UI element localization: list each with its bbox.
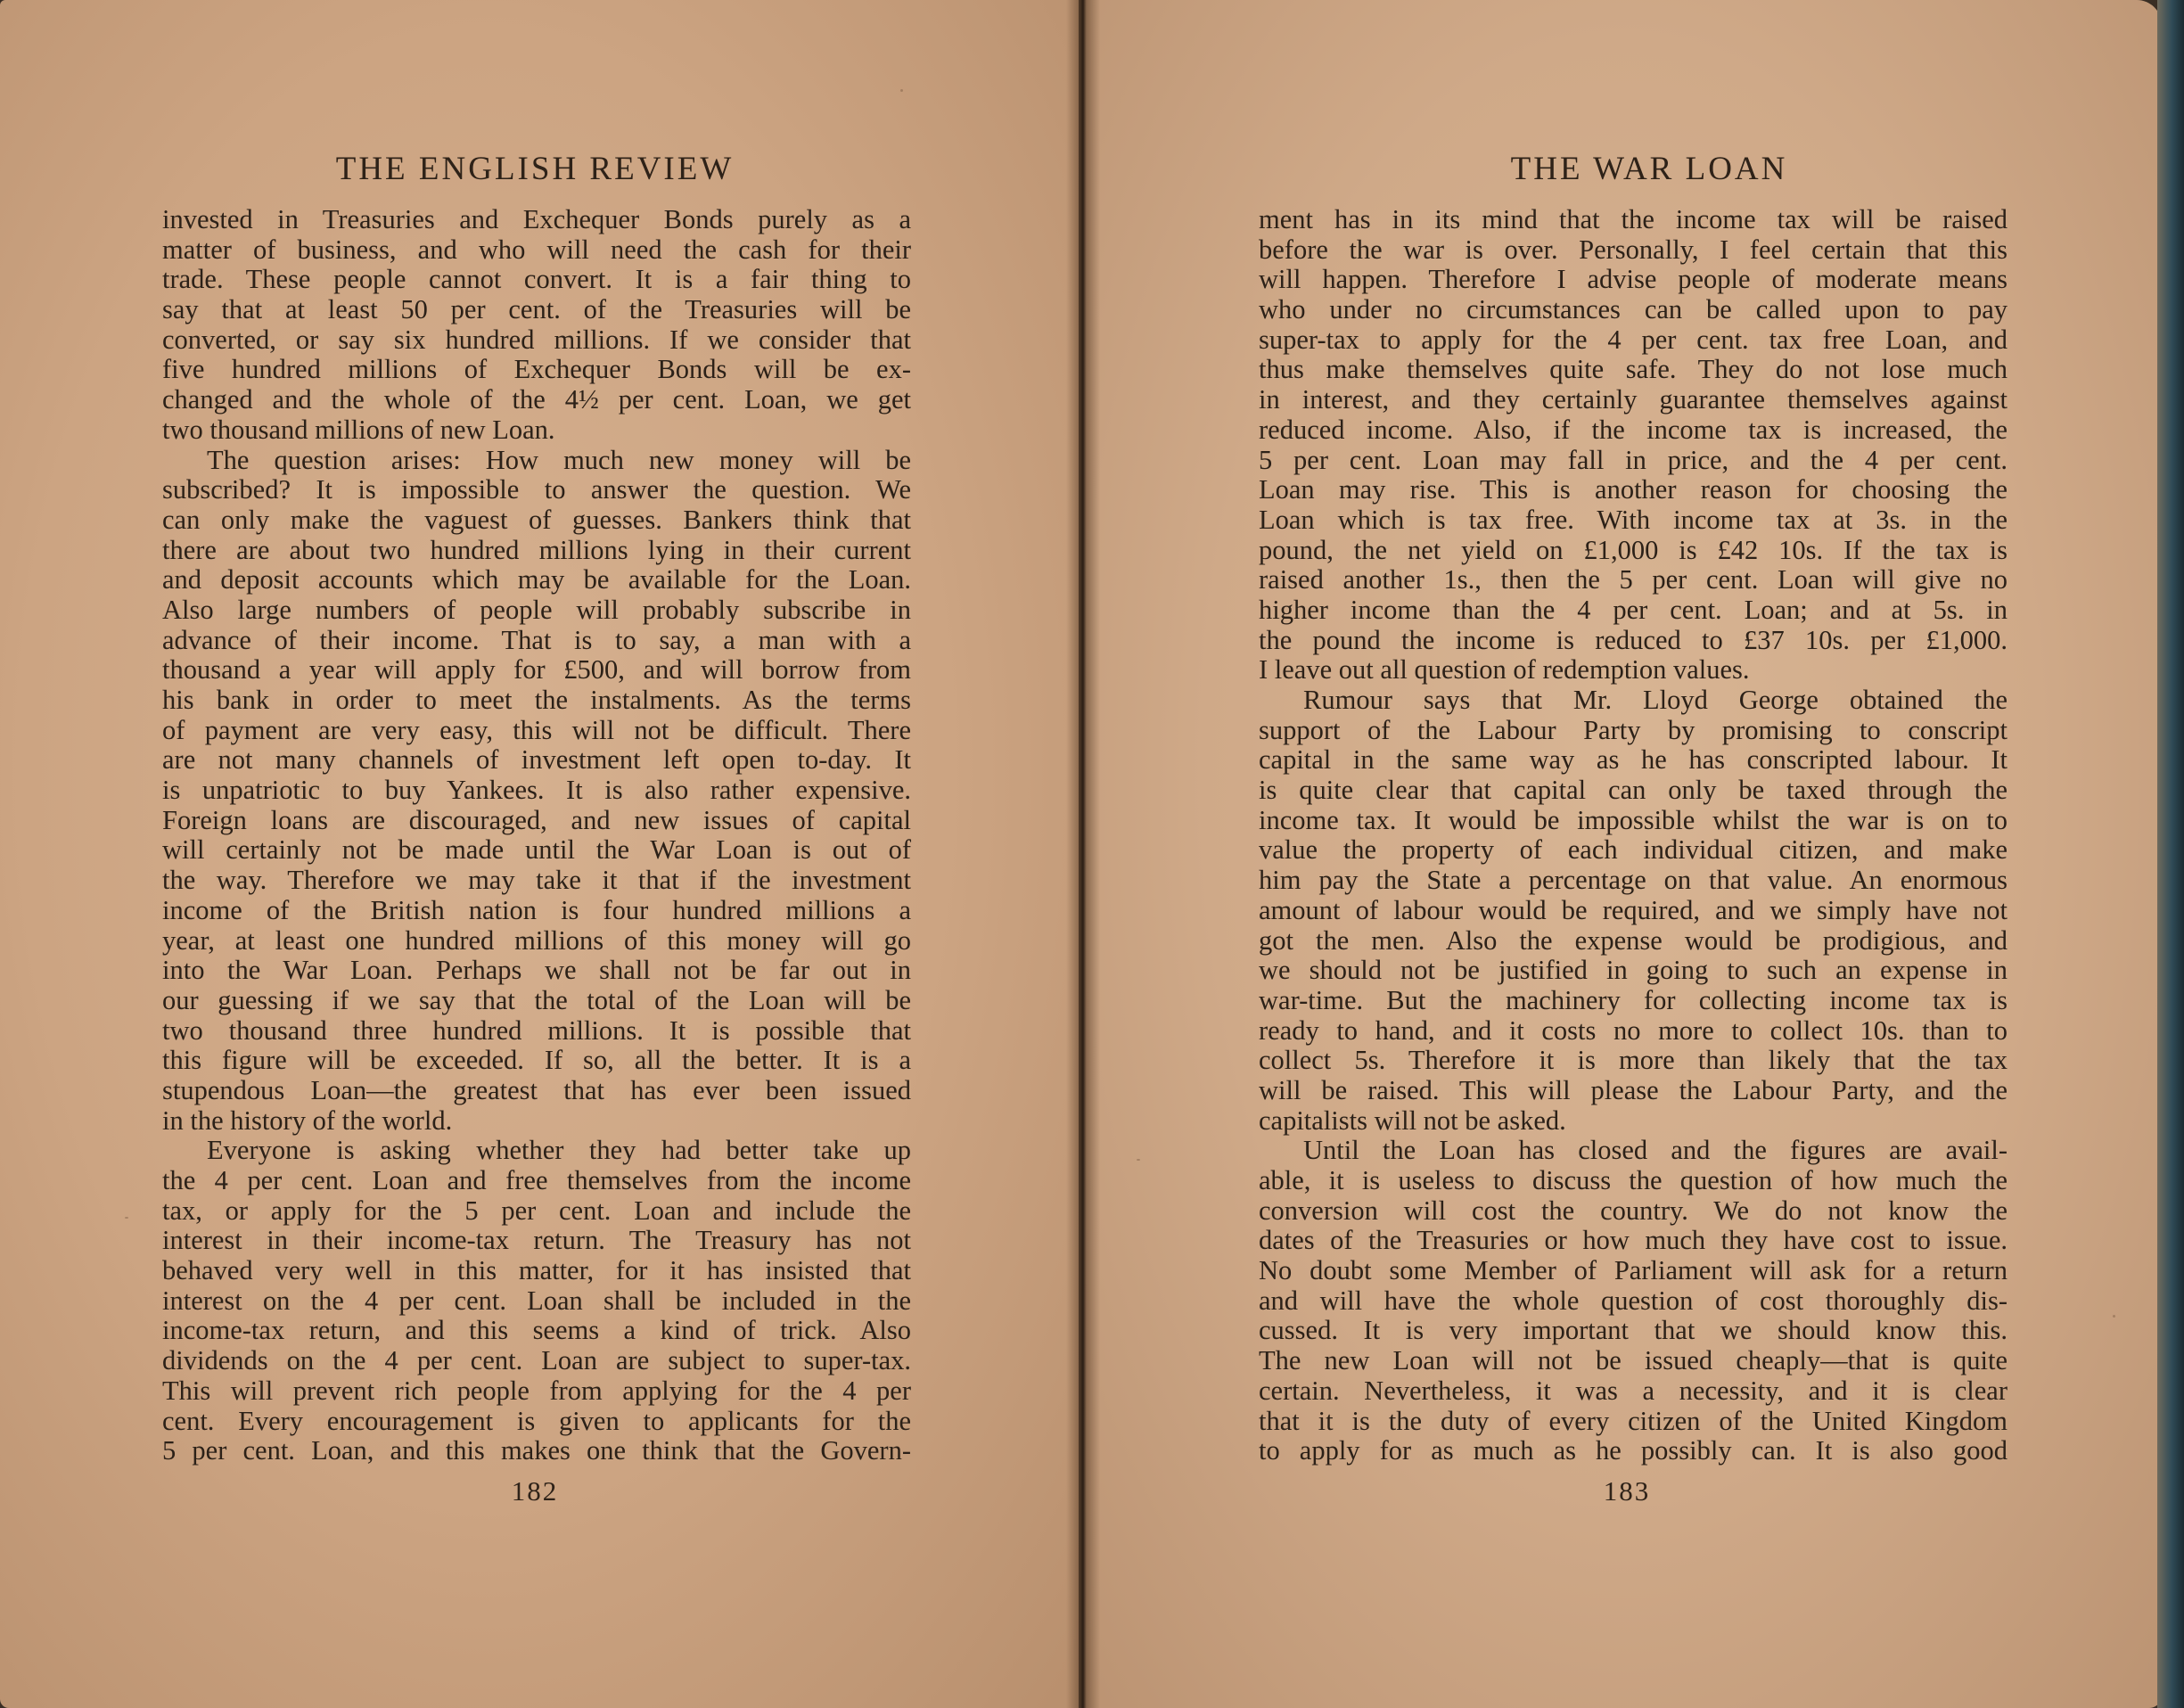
text-line: The new Loan will not be issued cheaply—that is quite (1259, 1345, 2007, 1376)
text-line: ready to hand, and it costs no more to collect 10s. than to (1259, 1014, 2007, 1046)
right-page (1083, 0, 2162, 1708)
text-line: 5 per cent. Loan may fall in price, and the 4 per cent. (1259, 444, 2007, 475)
text-line: in the history of the world. (162, 1104, 453, 1136)
text-line: dividends on the 4 per cent. Loan are subject to super-tax. (162, 1345, 911, 1376)
left-page (0, 0, 1079, 1708)
text-line: our guessing if we say that the total of the Loan will be (162, 984, 911, 1015)
text-line: and will have the whole question of cost thoroughly dis- (1259, 1285, 2007, 1316)
text-line: income of the British nation is four hundred millions a (162, 894, 911, 925)
text-line: who under no circumstances can be called upon to pay (1259, 294, 2007, 325)
text-line: before the war is over. Personally, I feel certain that this (1259, 234, 2007, 265)
text-line: will be raised. This will please the Labour Party, and the (1259, 1074, 2007, 1105)
pencil-mark (125, 1217, 128, 1219)
text-line: support of the Labour Party by promising to conscript (1259, 714, 2007, 745)
text-line: pound, the net yield on £1,000 is £42 10s. If the tax is (1259, 534, 2007, 565)
text-line: two thousand millions of new Loan. (162, 414, 555, 445)
text-line: Foreign loans are discouraged, and new issues of capital (162, 804, 911, 835)
pencil-mark (1137, 1159, 1140, 1161)
page-number: 182 (511, 1475, 559, 1507)
text-line: are not many channels of investment left open to-day. It (162, 744, 911, 776)
text-line: interest on the 4 per cent. Loan shall be included in the (162, 1285, 911, 1316)
text-line: got the men. Also the expense would be prodigious, and (1259, 924, 2007, 956)
text-line: tax, or apply for the 5 per cent. Loan and include the (162, 1195, 911, 1226)
text-line: into the War Loan. Perhaps we shall not be far out in (162, 955, 911, 986)
text-line: changed and the whole of the 4½ per cent. Loan, we get (162, 384, 911, 415)
text-line: there are about two hundred millions lying in their current (162, 534, 911, 565)
text-line: amount of labour would be required, and we simply have not (1259, 894, 2007, 925)
text-line: Loan may rise. This is another reason for choosing the (1259, 474, 2007, 505)
text-line: income-tax return, and this seems a kind of trick. Also (162, 1315, 911, 1346)
text-line: that it is the duty of every citizen of the United Kingdom (1259, 1405, 2007, 1436)
paper-speck (900, 89, 903, 92)
text-line: to apply for as much as he possibly can. It is also good (1259, 1435, 2007, 1466)
text-line: raised another 1s., then the 5 per cent. Loan will give no (1259, 564, 2007, 595)
text-line: say that at least 50 per cent. of the Treasuries will be (162, 294, 911, 325)
text-line: year, at least one hundred millions of this money will go (162, 924, 911, 956)
text-line: Everyone is asking whether they had better take up (207, 1135, 911, 1166)
text-line: Also large numbers of people will probably subscribe in (162, 594, 911, 625)
text-line: him pay the State a percentage on that value. An enormous (1259, 865, 2007, 896)
text-line: ment has in its mind that the income tax will be raised (1259, 204, 2007, 234)
text-line: This will prevent rich people from applying for the 4 per (162, 1375, 911, 1406)
text-line: we should not be justified in going to such an expense in (1259, 955, 2007, 986)
text-line: higher income than the 4 per cent. Loan; and at 5s. in (1259, 594, 2007, 625)
text-line: five hundred millions of Exchequer Bonds will be ex- (162, 354, 911, 385)
text-line: behaved very well in this matter, for it has insisted that (162, 1255, 911, 1286)
text-line: thus make themselves quite safe. They do not lose much (1259, 354, 2007, 385)
text-line: the way. Therefore we may take it that if the investment (162, 865, 911, 896)
text-line: thousand a year will apply for £500, and will borrow from (162, 654, 911, 686)
text-line: interest in their income-tax return. The Treasury has not (162, 1225, 911, 1256)
text-line: cussed. It is very important that we should know this. (1259, 1315, 2007, 1346)
text-line: income tax. It would be impossible whilst the war is on to (1259, 804, 2007, 835)
text-line: matter of business, and who will need the cash for their (162, 234, 911, 265)
text-line: subscribed? It is impossible to answer the question. We (162, 474, 911, 505)
text-line: this figure will be exceeded. If so, all the better. It is a (162, 1045, 911, 1076)
text-line: and deposit accounts which may be available for the Loan. (162, 564, 911, 595)
text-line: his bank in order to meet the instalments. As the terms (162, 685, 911, 715)
text-line: I leave out all question of redemption values. (1259, 654, 1750, 686)
text-line: the pound the income is reduced to £37 10s. per £1,000. (1259, 624, 2007, 655)
text-line: No doubt some Member of Parliament will ask for a return (1259, 1255, 2007, 1286)
text-line: will certainly not be made until the War Loan is out of (162, 834, 911, 866)
text-line: dates of the Treasuries or how much they have cost to issue. (1259, 1225, 2007, 1256)
text-line: collect 5s. Therefore it is more than likely that the tax (1259, 1045, 2007, 1076)
text-line: cent. Every encouragement is given to applicants for the (162, 1405, 911, 1436)
body-text (1259, 205, 2007, 1466)
text-line: 5 per cent. Loan, and this makes one think that the Govern- (162, 1435, 911, 1466)
text-line: in interest, and they certainly guarantee themselves against (1259, 384, 2007, 415)
text-line: two thousand three hundred millions. It is possible that (162, 1014, 911, 1046)
text-line: is unpatriotic to buy Yankees. It is also rather expensive. (162, 775, 911, 806)
text-line: war-time. But the machinery for collecting income tax is (1259, 984, 2007, 1015)
page-number: 183 (1603, 1475, 1651, 1507)
text-line: certain. Nevertheless, it was a necessity, and it is clear (1259, 1375, 2007, 1406)
text-line: capitalists will not be asked. (1259, 1104, 1566, 1136)
paper-speck (2113, 1315, 2115, 1318)
text-line: can only make the vaguest of guesses. Bankers think that (162, 504, 911, 535)
text-line: The question arises: How much new money will be (207, 444, 911, 475)
text-line: is quite clear that capital can only be taxed through the (1259, 775, 2007, 806)
text-line: super-tax to apply for the 4 per cent. tax free Loan, and (1259, 324, 2007, 355)
text-line: stupendous Loan—the greatest that has ever been issued (162, 1074, 911, 1105)
running-head: THE WAR LOAN (1510, 151, 1788, 187)
book-gutter (1066, 0, 1100, 1708)
text-line: Rumour says that Mr. Lloyd George obtained the (1303, 685, 2007, 715)
text-line: trade. These people cannot convert. It is a fair thing to (162, 264, 911, 295)
text-line: able, it is useless to discuss the question of how much the (1259, 1165, 2007, 1195)
body-text (162, 205, 911, 1466)
book-cover-edge (2157, 0, 2184, 1708)
text-line: Loan which is tax free. With income tax at 3s. in the (1259, 504, 2007, 535)
text-line: converted, or say six hundred millions. If we consider that (162, 324, 911, 355)
text-line: capital in the same way as he has conscripted labour. It (1259, 744, 2007, 776)
text-line: the 4 per cent. Loan and free themselves from the income (162, 1165, 911, 1195)
running-head: THE ENGLISH REVIEW (335, 151, 735, 187)
text-line: of payment are very easy, this will not be difficult. There (162, 714, 911, 745)
text-line: Until the Loan has closed and the figures are avail- (1303, 1135, 2007, 1166)
text-line: value the property of each individual citizen, and make (1259, 834, 2007, 866)
text-line: will happen. Therefore I advise people of moderate means (1259, 264, 2007, 295)
text-line: conversion will cost the country. We do not know the (1259, 1195, 2007, 1226)
text-line: invested in Treasuries and Exchequer Bonds purely as a (162, 204, 911, 234)
text-line: advance of their income. That is to say, a man with a (162, 624, 911, 655)
text-line: reduced income. Also, if the income tax is increased, the (1259, 414, 2007, 445)
